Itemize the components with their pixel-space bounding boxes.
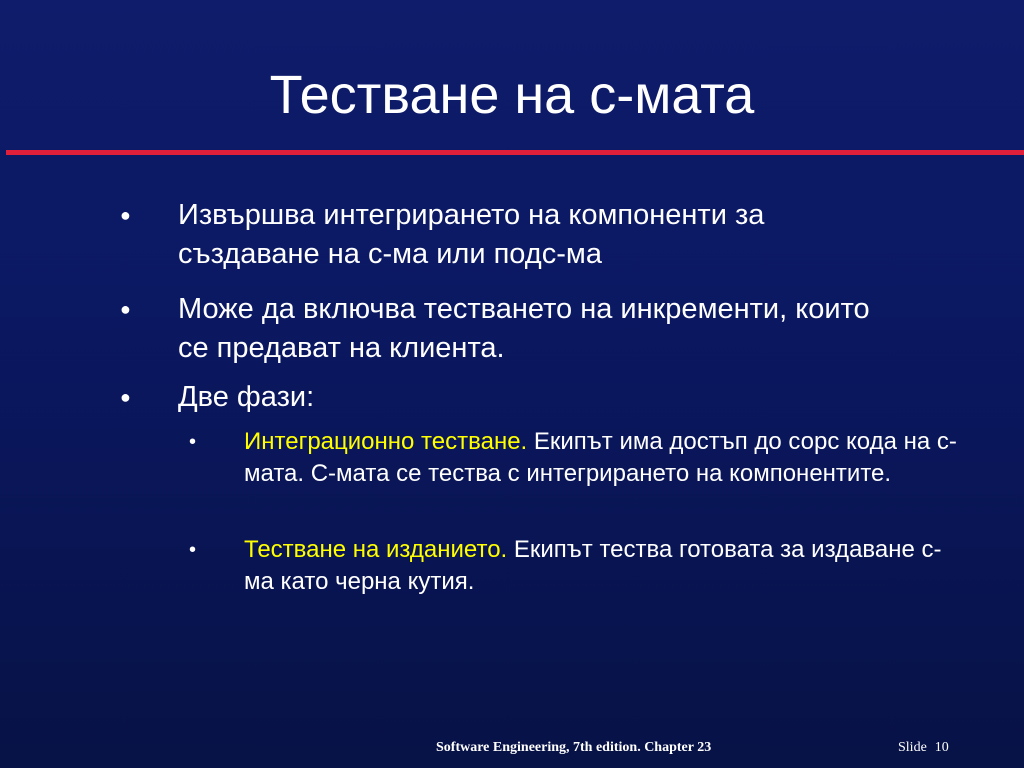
bullet-text: Две фази: [178,381,315,413]
sub-bullet-marker: • [189,539,197,561]
slide-label: Slide [898,740,927,755]
sub-bullet-marker: • [189,431,197,453]
sub-bullet-highlight: Интеграционно тестване. [244,428,528,455]
sub-bullet-highlight: Тестване на изданието. [244,536,508,563]
sub-bullet-text: Екипът има достъп до сорс кода на с-мата. С-мата се тества с интегрирането на компонентите. [244,428,957,487]
bullet-marker: ● [120,387,131,407]
bullet-text: Може да включва тестването на инкременти, които се предават на клиента. [178,293,870,364]
bullet-item [120,378,898,417]
sub-bullet-item [189,534,964,598]
sub-bullet-item [189,426,964,490]
bullet-item [120,196,898,274]
slide-title: Тестване на с-мата [269,65,755,125]
bullet-item [120,290,898,368]
sub-bullet-text: Екипът тества готовата за издаване с-ма като черна кутия. [244,536,942,595]
bullet-text: Извършва интегрирането на компоненти за създаване на с-ма или подс-ма [178,199,765,270]
slide-number-value: 10 [934,740,949,755]
footer-text: Software Engineering, 7th edition. Chapter 23 [436,740,712,755]
bullet-marker: ● [120,299,131,319]
bullet-marker: ● [120,205,131,225]
title-divider [6,150,1024,155]
slide-number [898,739,949,757]
